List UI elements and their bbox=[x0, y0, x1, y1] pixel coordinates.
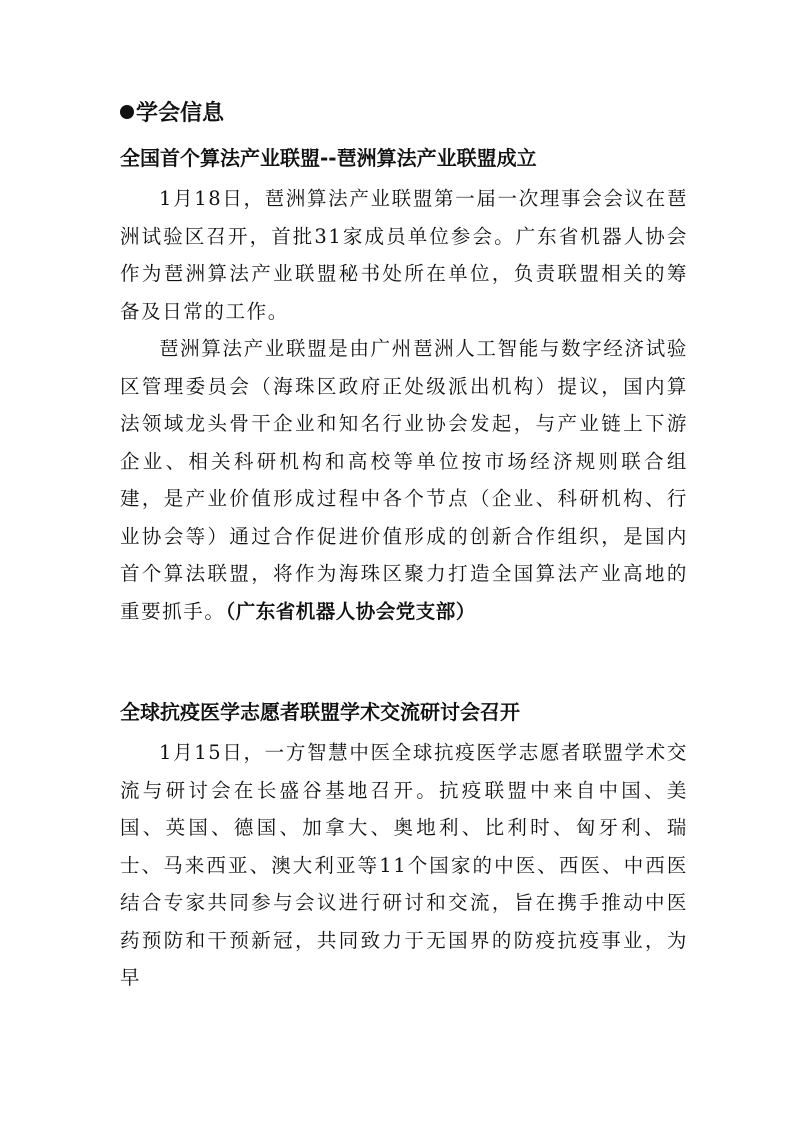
article-divider-space bbox=[120, 630, 688, 688]
section-heading-text: 学会信息 bbox=[136, 101, 225, 126]
article-title: 全国首个算法产业联盟--琶洲算法产业联盟成立 bbox=[120, 146, 537, 170]
bullet-icon bbox=[120, 105, 134, 119]
article-2 bbox=[120, 696, 688, 997]
article-paragraph bbox=[120, 330, 688, 630]
article-title: 全球抗疫医学志愿者联盟学术交流研讨会召开 bbox=[120, 700, 520, 724]
document-page bbox=[120, 98, 688, 997]
article-paragraph-text: 琶洲算法产业联盟是由广州琶洲人工智能与数字经济试验区管理委员会（海珠区政府正处级派出机构）提议，国内算法领域龙头骨干企业和知名行业协会发起，与产业链上下游企业、相关科研机构和高校等单位按市场经济规则联合组建，是产业价值形成过程中各个节点（企业、科研机构、行业协会等）通过合作促进价值形成的创新合作组织，是国内首个算法联盟，将作为海珠区聚力打造全国算法产业高地的重要抓手。 bbox=[120, 337, 688, 623]
article-source: （广东省机器人协会党支部） bbox=[225, 599, 476, 623]
article-1 bbox=[120, 142, 688, 630]
article-paragraph: 1月15日，一方智慧中医全球抗疫医学志愿者联盟学术交流与研讨会在长盛谷基地召开。抗疫联盟中来自中国、美国、英国、德国、加拿大、奥地利、比利时、匈牙利、瑞士、马来西亚、澳大利亚等11个国家的中医、西医、中西医结合专家共同参与会议进行研讨和交流，旨在携手推动中医药预防和干预新冠，共同致力于无国界的防疫抗疫事业，为早 bbox=[120, 741, 688, 989]
section-heading bbox=[120, 98, 688, 134]
article-paragraph: 1月18日，琶洲算法产业联盟第一届一次理事会会议在琶洲试验区召开，首批31家成员单位参会。广东省机器人协会作为琶洲算法产业联盟秘书处所在单位，负责联盟相关的筹备及日常的工作。 bbox=[120, 187, 688, 323]
